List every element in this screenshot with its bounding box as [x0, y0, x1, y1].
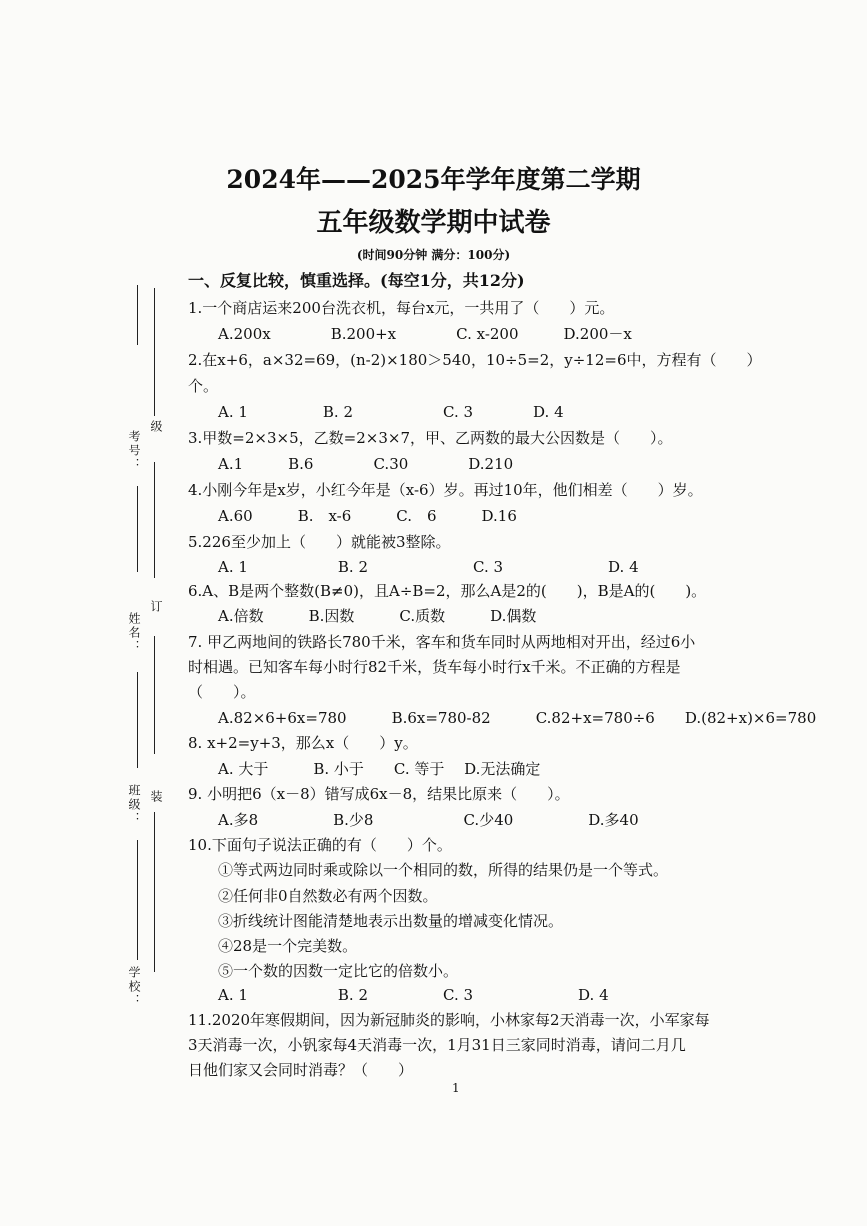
q10-stem: 10.下面句子说法正确的有（ ）个。	[188, 836, 452, 854]
margin-short-2	[137, 486, 138, 572]
q10-statement-2: ②任何非0自然数必有两个因数。	[218, 887, 438, 905]
margin-rule-1	[154, 288, 155, 416]
exam-subtitle: (时间90分钟 满分：100分)	[356, 248, 511, 262]
margin-rule-2	[154, 462, 155, 578]
margin-short-4	[137, 840, 138, 960]
q5-stem: 5.226至少加上（ ）就能被3整除。	[188, 533, 451, 551]
xuexiao-label: 学校：	[127, 966, 141, 1008]
q10-statement-5: ⑤一个数的因数一定比它的倍数小。	[218, 962, 459, 980]
section-1-heading: 一、反复比较，慎重选择。(每空1分，共12分)	[188, 271, 525, 290]
q8-stem: 8. x+2=y+3，那么x（ ）y。	[188, 734, 418, 752]
zhuang-label: 装	[149, 790, 163, 804]
q4-stem: 4.小刚今年是x岁，小红今年是（x-6）岁。再过10年，他们相差（ ）岁。	[188, 481, 703, 499]
q10-options: A. 1 B. 2 C. 3 D. 4	[218, 986, 609, 1004]
q4-options: A.60 B. x-6 C. 6 D.16	[218, 507, 517, 525]
q6-stem: 6.A、B是两个整数(B≠0)，且A÷B=2，那么A是2的( )，B是A的( )。	[188, 582, 707, 600]
q3-stem: 3.甲数=2×3×5，乙数=2×3×7，甲、乙两数的最大公因数是（ ）。	[188, 429, 673, 447]
q7-stem-cont-2: （ ）。	[188, 683, 256, 701]
kaohao-label: 考号：	[127, 430, 141, 472]
q11-stem-cont: 3天消毒一次，小钒家每4天消毒一次，1月31日三家同时消毒，请问二月几	[188, 1036, 686, 1054]
q3-options: A.1 B.6 C.30 D.210	[218, 455, 514, 473]
q7-stem: 7. 甲乙两地间的铁路长780千米，客车和货车同时从两地相对开出，经过6小	[188, 633, 696, 651]
q11-stem: 11.2020年寒假期间，因为新冠肺炎的影响，小林家每2天消毒一次，小军家每	[188, 1011, 710, 1029]
q11-stem-cont-2: 日他们家又会同时消毒？（ ）	[188, 1061, 414, 1079]
q8-options: A. 大于 B. 小于 C. 等于 D.无法确定	[218, 760, 541, 778]
ding-label: 订	[149, 600, 163, 614]
q1-options: A.200x B.200+x C. x-200 D.200－x	[218, 325, 632, 343]
banji-label: 班级：	[127, 784, 141, 826]
q7-stem-cont: 时相遇。已知客车每小时行82千米，货车每小时行x千米。不正确的方程是	[188, 658, 681, 676]
margin-rule-4	[154, 812, 155, 972]
xingming-label: 姓名：	[127, 612, 141, 654]
q6-options: A.倍数 B.因数 C.质数 D.偶数	[218, 607, 537, 625]
q1-stem: 1.一个商店运来200台洗衣机，每台x元，一共用了（ ）元。	[188, 299, 615, 317]
q9-options: A.多8 B.少8 C.少40 D.多40	[218, 811, 639, 829]
q10-statement-1: ①等式两边同时乘或除以一个相同的数，所得的结果仍是一个等式。	[218, 861, 669, 879]
title-line-2: 五年级数学期中试卷	[316, 208, 551, 238]
q10-statement-3: ③折线统计图能清楚地表示出数量的增减变化情况。	[218, 912, 564, 930]
q2-options: A. 1 B. 2 C. 3 D. 4	[218, 403, 564, 421]
q5-options: A. 1 B. 2 C. 3 D. 4	[218, 558, 639, 576]
title-line-1: 2024年——2025年学年度第二学期	[226, 165, 641, 194]
margin-rule-3	[154, 636, 155, 754]
q7-options: A.82×6+6x=780 B.6x=780-82 C.82+x=780÷6 D.(82+x)×6=780	[218, 709, 817, 727]
q2-stem-cont: 个。	[188, 377, 219, 395]
q9-stem: 9. 小明把6（x－8）错写成6x－8，结果比原来（ ）。	[188, 785, 570, 803]
margin-short-1	[137, 285, 138, 345]
q2-stem: 2.在x+6，a×32=69，(n-2)×180＞540，10÷5=2，y÷12=6中，方程有（ ）	[188, 351, 762, 369]
page-number: 1	[452, 1081, 460, 1095]
q10-statement-4: ④28是一个完美数。	[218, 937, 358, 955]
ji-label: 级	[149, 420, 163, 434]
margin-short-3	[137, 672, 138, 768]
